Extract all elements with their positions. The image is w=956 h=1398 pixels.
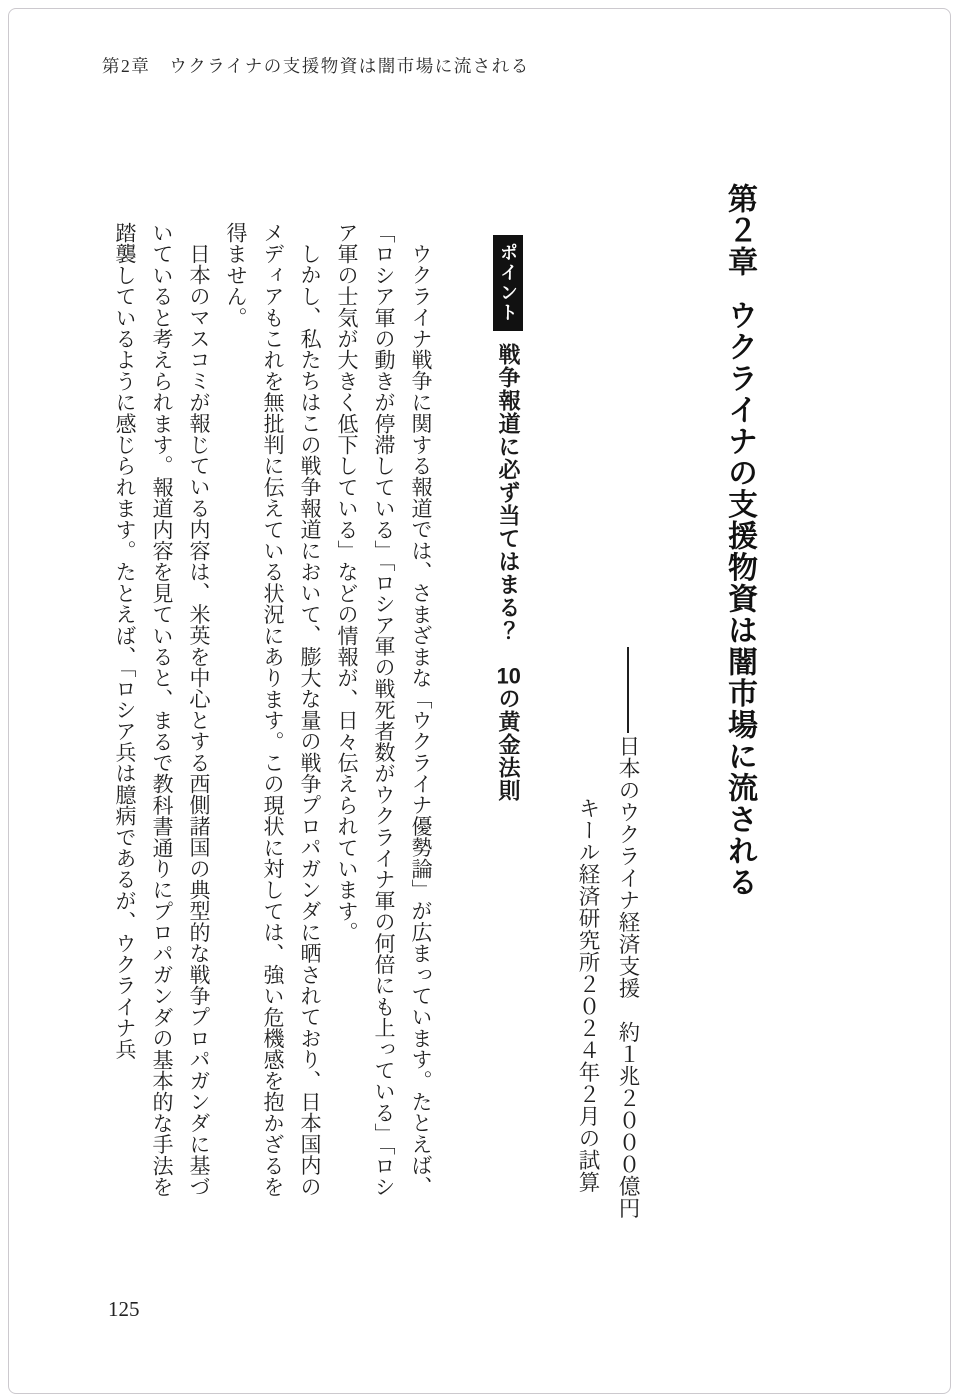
em-dash xyxy=(627,647,630,733)
point-headline-post: の黄金法則 xyxy=(496,687,521,802)
chapter-title-column xyxy=(722,183,757,903)
subtitle-line-2-text: キール経済研究所２０２４年２月の試算 xyxy=(576,797,600,1193)
subtitle-line-1-text: 日本のウクライナ経済支援 約１兆２０００億円 xyxy=(616,735,640,1219)
chapter-number: 第２章 xyxy=(723,183,756,278)
body-text xyxy=(106,222,439,1215)
point-headline-number: 10 xyxy=(496,665,521,687)
body-paragraph-3: 日本のマスコミが報じている内容は、米英を中心とする西側諸国の典型的な戦争プロパガンダに基づいていると考えられます。報道内容を見ていると、まるで教科書通りにプロパガンダの基本的な手法を踏襲しているように感じられます。たとえば、「ロシア兵は臆病であるが、ウクライナ兵 xyxy=(113,222,210,1198)
point-section xyxy=(493,235,524,855)
chapter-subtitle xyxy=(568,647,648,1227)
chapter-title-text: ウクライナの支援物資は闇市場に流される xyxy=(723,299,756,898)
point-badge: ポイント xyxy=(493,235,524,331)
page-number: 125 xyxy=(108,1297,140,1321)
running-header: 第2章 ウクライナの支援物資は闇市場に流される xyxy=(102,56,530,76)
title-spacer xyxy=(739,278,740,300)
subtitle-line-1 xyxy=(608,647,648,1227)
point-headline-pre: 戦争報道に必ず当てはまる？ xyxy=(496,343,521,665)
point-headline xyxy=(496,343,521,802)
body-paragraph-1: ウクライナ戦争に関する報道では、さまざまな「ウクライナ優勢論」が広まっています。たとえば、「ロシア軍の動きが停滞している」「ロシア軍の戦死者数がウクライナ軍の何倍にも上っている」「ロシア軍の士気が大きく低下している」などの情報が、日々伝えられています。 xyxy=(335,222,432,1198)
subtitle-line-2 xyxy=(568,647,608,1227)
body-paragraph-2: しかし、私たちはこの戦争報道において、膨大な量の戦争プロパガンダに晒されており、日本国内のメディアもこれを無批判に伝えている状況にあります。この現状に対しては、強い危機感を抱かざるを得ません。 xyxy=(224,222,321,1198)
